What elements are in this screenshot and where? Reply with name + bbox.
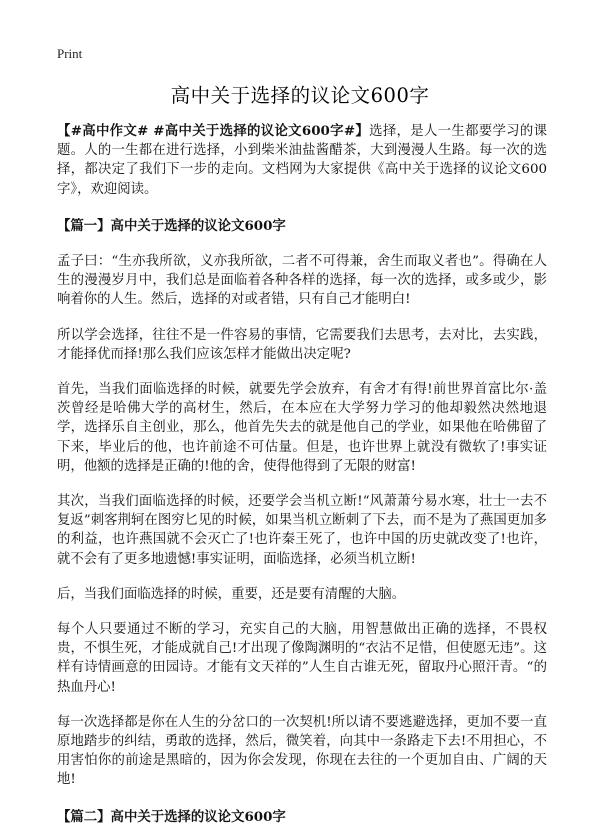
paragraph-4: 其次，当我们面临选择的时候，还要学会当机立断!“风萧萧兮易水寒，壮士一去不复返”刺客荆轲在图穷匕见的时候，如果当机立断刺了下去，而不是为了燕国更加多的利益，也许燕国就不会灭亡了!也许秦王死了，也许中国的历史就改变了!也许，就不会有了更多地遗憾!事实证明，面临选择，必须当机立断!: [57, 494, 547, 567]
document-title: 高中关于选择的议论文600字: [170, 84, 430, 107]
intro-tag: 【#高中作文# #高中关于选择的议论文600字#】: [57, 123, 370, 139]
paragraph-3: 首先，当我们面临选择的时候，就要先学会放弃，有舍才有得!前世界首富比尔·盖茨曾经是哈佛大学的高材生，然后，在本应在大学努力学习的他却毅然决然地退学，选择乐自主创业，那么，他首先失去的就是他自己的学业，如果他在哈佛留了下来，毕业后的他，也许前途不可估量。但是，也许世界上就没有微软了!事实证明，他额的选择是正确的!他的舍，使得他得到了无限的财富!: [57, 382, 547, 474]
section-heading-2: 【篇二】高中关于选择的议论文600字: [57, 808, 286, 825]
print-link[interactable]: Print: [57, 46, 83, 61]
document-body: [57, 122, 547, 827]
paragraph-6: 每个人只要通过不断的学习，充实自己的大脑，用智慧做出正确的选择，不畏权贵，不惧生死，才能成就自己!才出现了像陶渊明的“衣沾不足惜，但使愿无违”。这样有诗情画意的田园诗。才能有文天祥的”人生自古谁无死，留取丹心照汗青。“的热血丹心!: [57, 622, 547, 695]
paragraph-5: 后，当我们面临选择的时候，重要，还是要有清醒的大脑。: [57, 586, 406, 602]
paragraph-7: 每一次选择都是你在人生的分岔口的一次契机!所以请不要逃避选择，更加不要一直原地踏步的纠结，勇敢的选择，然后，微笑着，向其中一条路走下去!不用担心，不用害怕你的前途是黑暗的，因为你会发现，你现在去往的一个更加自由、广阔的天地!: [57, 714, 547, 788]
intro-paragraph: [57, 122, 547, 199]
section-heading-1: 【篇一】高中关于选择的议论文600字: [57, 217, 286, 234]
paragraph-2: 所以学会选择，往往不是一件容易的事情，它需要我们去思考，去对比，去实践，才能择优而择!那么我们应该怎样才能做出决定呢?: [57, 327, 547, 362]
intro-text: 选择，是人一生都要学习的课题。人的一生都在进行选择，小到柴米油盐酱醋茶，大到漫漫人生路。每一次的选择，都决定了我们下一步的走向。文档网为大家提供《高中关于选择的议论文600字》，欢迎阅读。: [57, 124, 547, 197]
paragraph-1: 孟子曰：“生亦我所欲，义亦我所欲，二者不可得兼，舍生而取义者也”。得确在人生的漫漫岁月中，我们总是面临着各种各样的选择，每一次的选择，或多或少，影响着你的人生。然后，选择的对或者错，只有自己才能明白!: [57, 254, 547, 308]
